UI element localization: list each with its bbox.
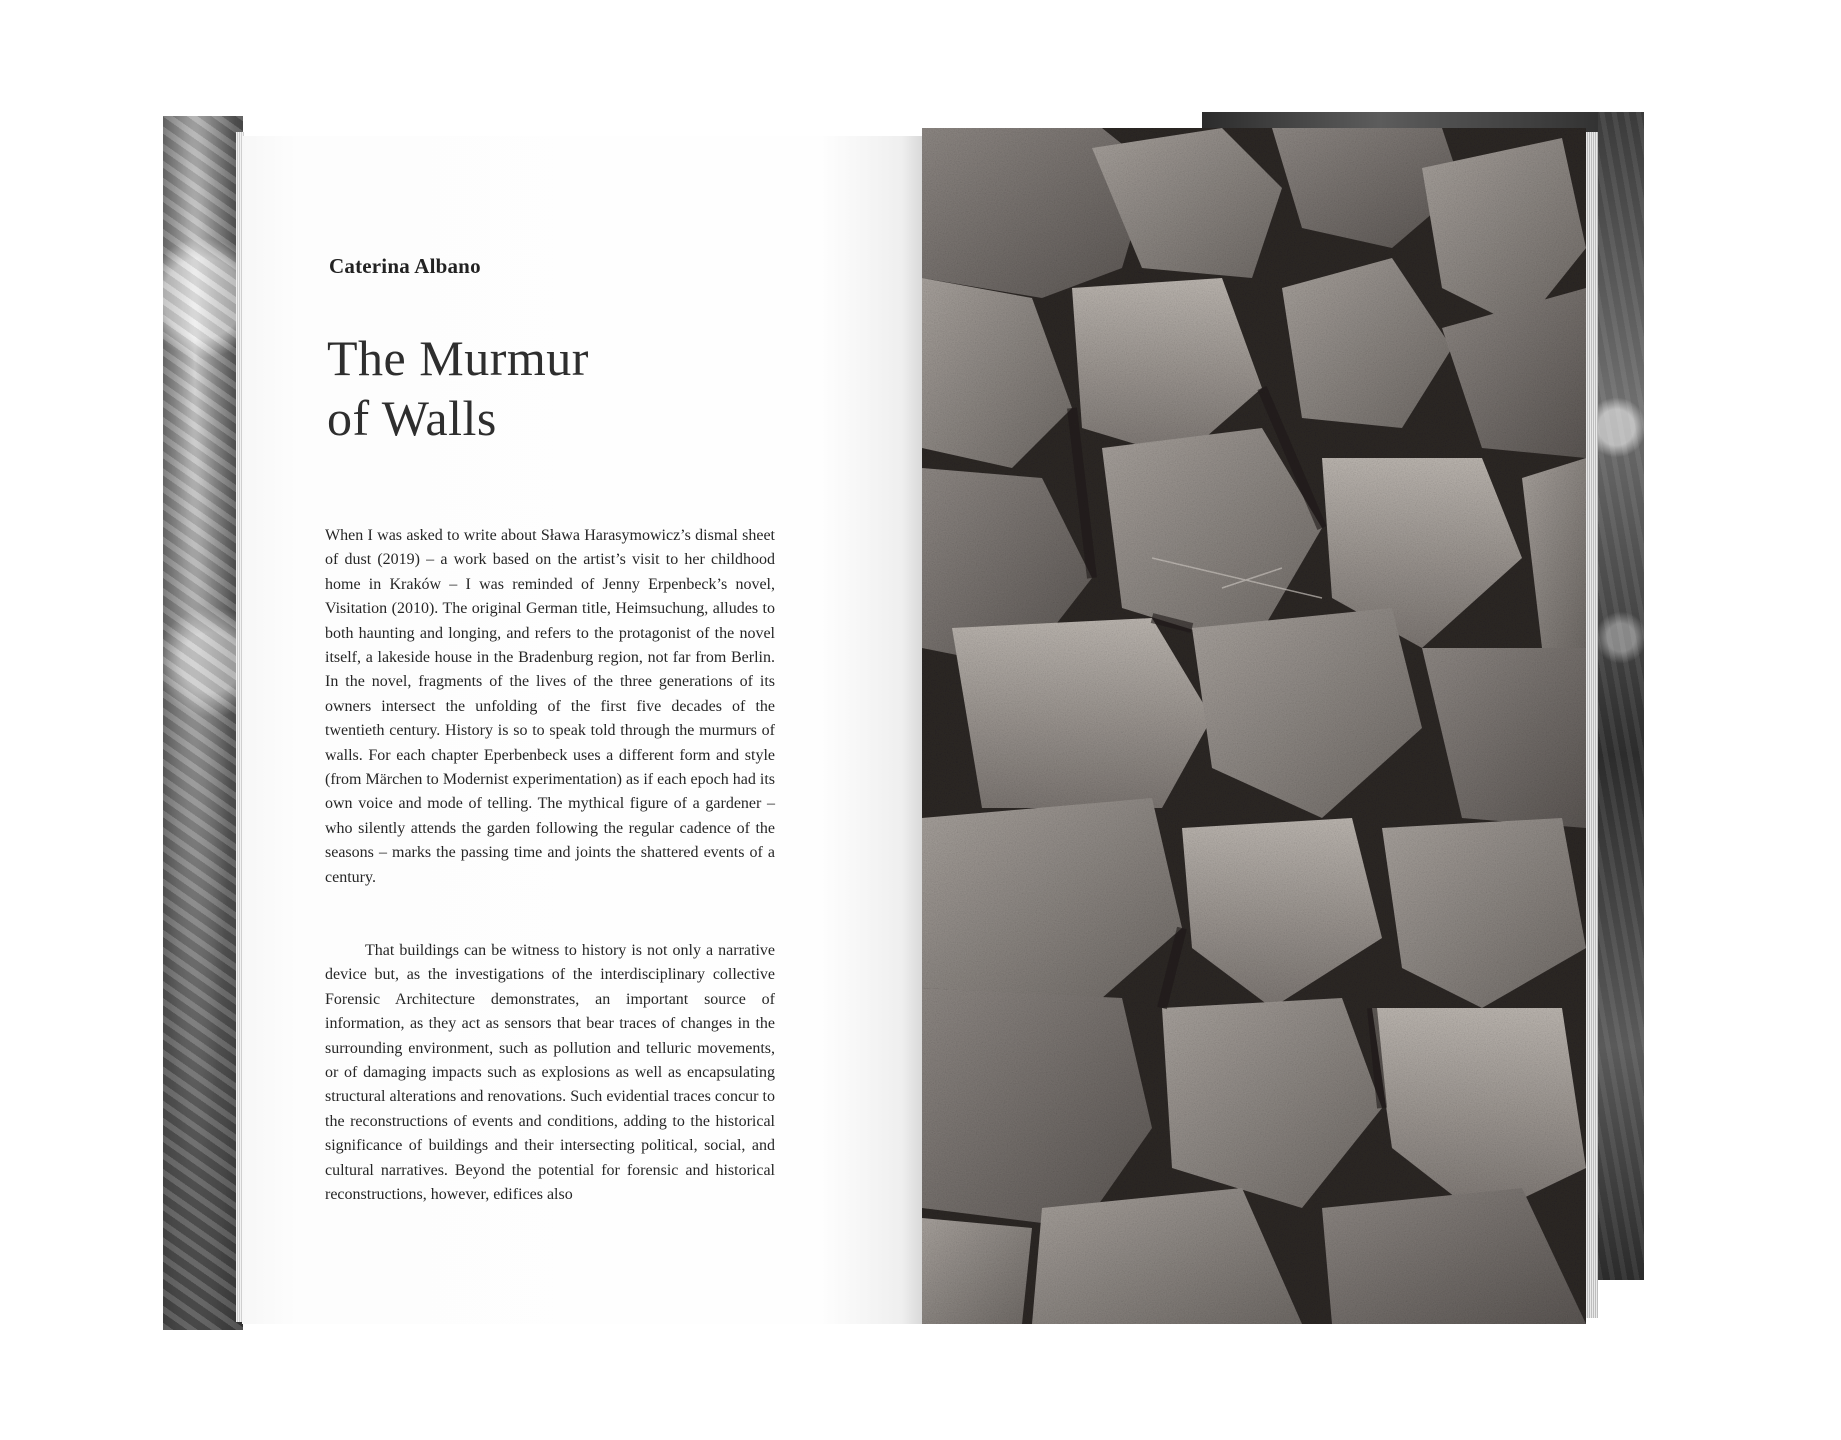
title-line-2: of Walls (327, 390, 497, 446)
title-line-1: The Murmur (327, 330, 589, 386)
rubble-photo (922, 128, 1586, 1324)
paragraph-2: That buildings can be witness to history is not only a narrative device but, as the investigations of the interdisciplinary collective Forensic Architecture demonstrates, an important source of information, as they act as sensors that bear traces of changes in the surrounding environment, such as pollution and telluric movements, or of damaging impacts such as explosions as well as encapsulating structural alterations and renovations. Such evidential traces concur to the reconstructions of events and conditions, adding to the historical significance of buildings and their intersecting political, social, and cultural narratives. Beyond the potential for forensic and historical reconstructions, however, edifices also (325, 942, 775, 1204)
back-cover-right-edge (1598, 112, 1644, 1280)
photo-page (922, 128, 1586, 1324)
author-name: Caterina Albano (329, 254, 481, 278)
page-stack-right (1584, 132, 1598, 1318)
paragraph-1: When I was asked to write about Sława Harasymowicz’s dismal sheet of dust (2019) – a work based on the artist’s visit to her childhood home in Kraków – I was reminded of Jenny Erpenbeck’s novel, Visitation (2010). The original German title, Heimsuchung, alludes to both haunting and longing, and refers to the protagonist of the novel itself, a lakeside house in the Bradenburg region, not far from Berlin. In the novel, fragments of the lives of the three generations of its owners intersect the unfolding of the first five decades of the twentieth century. History is so to speak told through the murmurs of walls. For each chapter Eperbenbeck uses a different form and style (from Märchen to Modernist experimentation) as if each epoch had its own voice and mode of telling. The mythical figure of a gardener – who silently attends the garden following the regular cadence of the seasons – marks the passing time and joints the shattered events of a century. (325, 527, 775, 886)
text-page (242, 136, 922, 1324)
back-cover-left-edge (163, 116, 243, 1330)
essay-title (327, 328, 589, 448)
